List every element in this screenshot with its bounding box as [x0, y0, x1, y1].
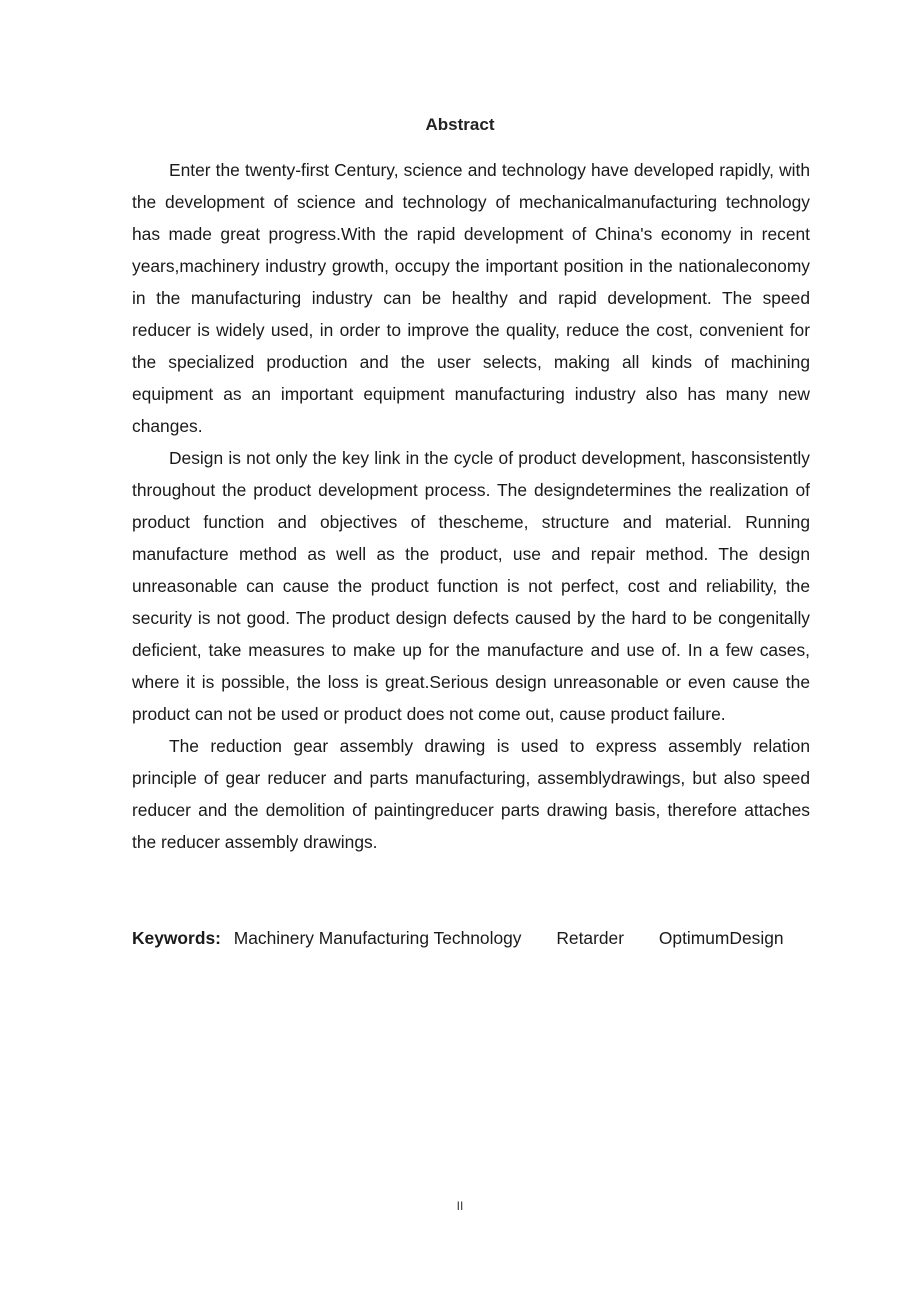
- keywords-line: [132, 926, 822, 950]
- abstract-title: Abstract: [425, 115, 495, 134]
- abstract-paragraph-2: Design is not only the key link in the cycle of product development, hasconsistently throughout the product development process. The designdetermines the realization of product function and objectives of thescheme, structure and material. Running manufacture method as well as the product, use and repair method. The design unreasonable can cause the product function is not perfect, cost and reliability, the security is not good. The product design defects caused by the hard to be congenitally deficient, take measures to make up for the manufacture and use of. In a few cases, where it is possible, the loss is great.Serious design unreasonable or even cause the product can not be used or product does not come out, cause product failure.: [132, 448, 810, 724]
- keyword-item: Machinery Manufacturing Technology: [233, 928, 522, 948]
- page-number: II: [456, 1199, 464, 1213]
- abstract-paragraph-3: The reduction gear assembly drawing is used to express assembly relation principle of gear reducer and parts manufacturing, assemblydrawings, but also speed reducer and the demolition of paintingreducer parts drawing basis, therefore attaches the reducer assembly drawings.: [132, 736, 810, 852]
- keywords-label: Keywords:: [132, 928, 221, 948]
- abstract-body: [132, 154, 810, 858]
- keyword-item: OptimumDesign: [658, 928, 784, 948]
- keyword-item: Retarder: [556, 928, 625, 948]
- abstract-paragraph-1: Enter the twenty-first Century, science and technology have developed rapidly, with the development of science and technology of mechanicalmanufacturing technology has made great progress.With the rapid development of China's economy in recent years,machinery industry growth, occupy the important position in the nationaleconomy in the manufacturing industry can be healthy and rapid development. The speed reducer is widely used, in order to improve the quality, reduce the cost, convenient for the specialized production and the user selects, making all kinds of machining equipment as an important equipment manufacturing industry also has many new changes.: [132, 160, 810, 436]
